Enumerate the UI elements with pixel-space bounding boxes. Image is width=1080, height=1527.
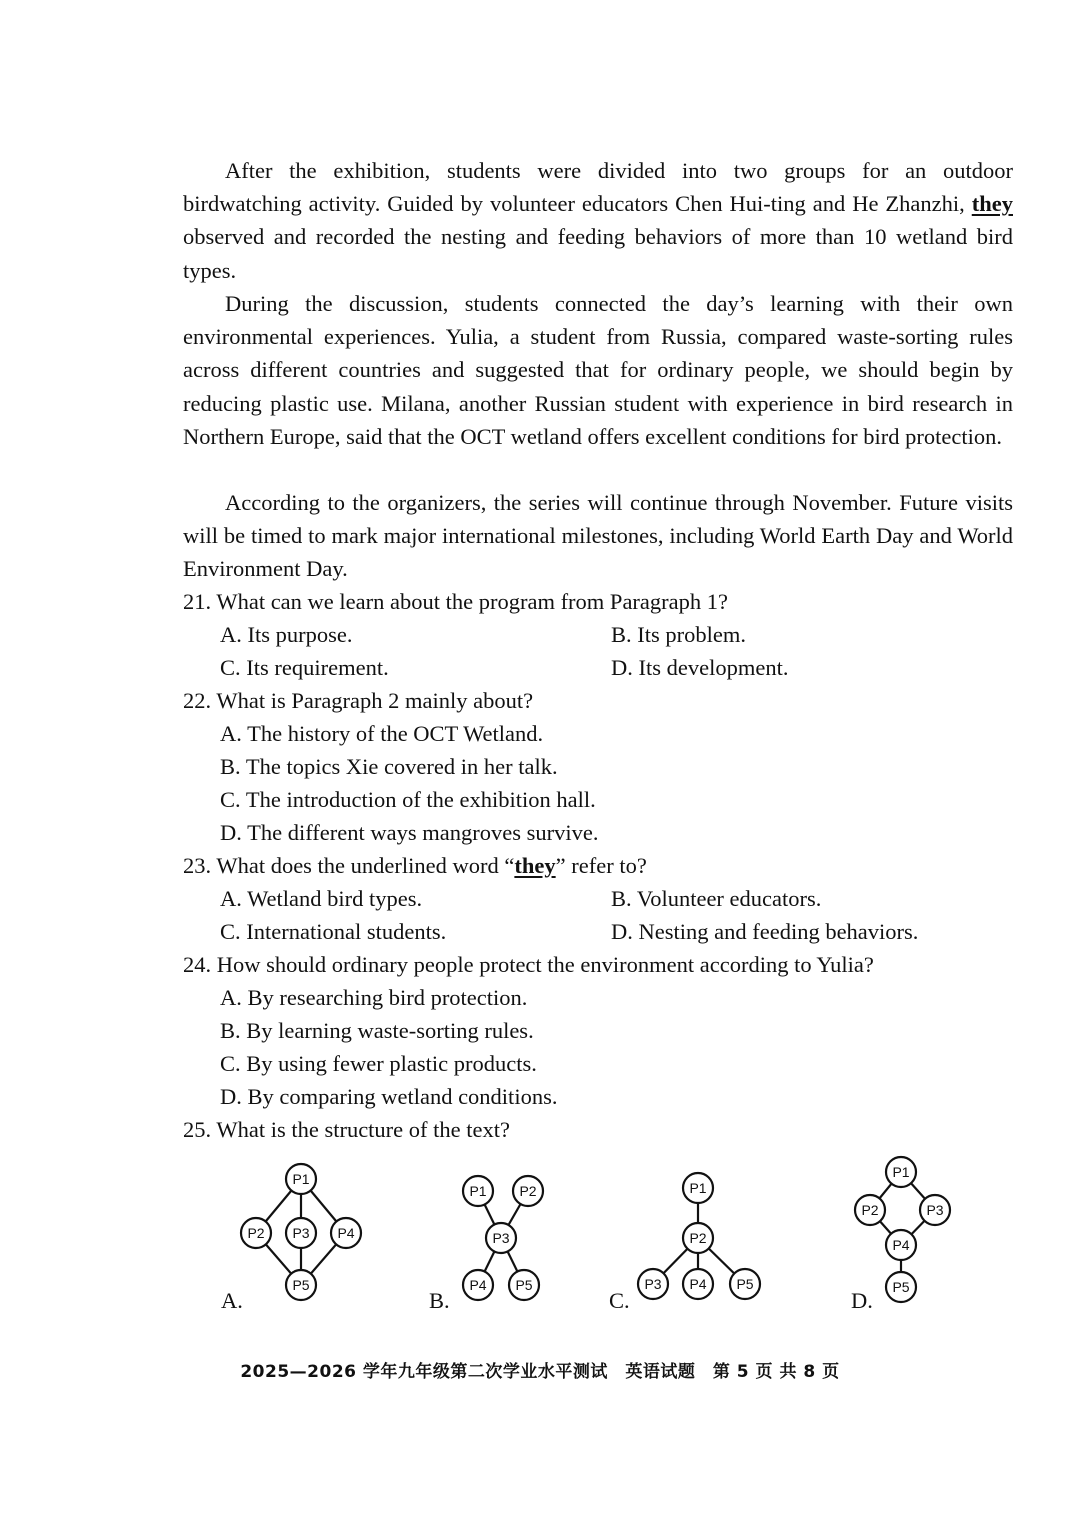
diagram-a-node-p5 (286, 1270, 316, 1300)
diagram-d-node-p2 (855, 1195, 885, 1225)
svg-text:P2: P2 (689, 1230, 707, 1246)
question-22-stem: 22. What is Paragraph 2 mainly about? (183, 688, 534, 713)
svg-text:P1: P1 (892, 1164, 910, 1180)
svg-text:P1: P1 (689, 1180, 707, 1196)
diagram-a-node-p4 (331, 1218, 361, 1248)
svg-text:P5: P5 (736, 1276, 754, 1292)
paragraph-organizers: According to the organizers, the series will continue through November. Future visits will be timed to mark major international milestones, including World Earth Day and World Environment Day. (183, 490, 1013, 582)
svg-text:P3: P3 (492, 1230, 510, 1246)
paragraph-birdwatching: After the exhibition, students were divided into two groups for an outdoor birdwatching activity. Guided by volunteer educators Chen Hui-ting and He Zhanzhi, they observed and recorded the nesting and feeding behaviors of more than 10 wetland bird types. (183, 158, 1013, 283)
diagram-c-node-p3 (638, 1269, 668, 1299)
svg-text:P2: P2 (519, 1183, 537, 1199)
svg-text:P5: P5 (292, 1277, 310, 1293)
diagram-b-node-p2 (513, 1176, 543, 1206)
svg-text:P4: P4 (892, 1237, 910, 1253)
svg-text:P1: P1 (469, 1183, 487, 1199)
diagram-b-node-p3 (486, 1223, 516, 1253)
diagram-c-node-p2 (683, 1223, 713, 1253)
svg-text:P5: P5 (515, 1277, 533, 1293)
diagram-b-node-p4 (463, 1270, 493, 1300)
q24-option-a[interactable]: A. By researching bird protection. (220, 985, 528, 1010)
question-21-stem: 21. What can we learn about the program from Paragraph 1? (183, 589, 728, 614)
svg-text:P4: P4 (469, 1277, 487, 1293)
q22-option-a[interactable]: A. The history of the OCT Wetland. (220, 721, 544, 746)
structure-diagram-d[interactable] (850, 1152, 955, 1307)
q22-option-c[interactable]: C. The introduction of the exhibition hall. (220, 787, 596, 812)
q22-option-d[interactable]: D. The different ways mangroves survive. (220, 820, 599, 845)
svg-text:P3: P3 (292, 1225, 310, 1241)
structure-diagram-b[interactable] (455, 1170, 555, 1305)
question-23-stem: 23. What does the underlined word “they” refer to? (183, 853, 647, 878)
diagram-a-node-p2 (241, 1218, 271, 1248)
diagram-a-node-p3 (286, 1218, 316, 1248)
svg-text:P4: P4 (689, 1276, 707, 1292)
diagram-d-node-p3 (920, 1195, 950, 1225)
underlined-word: they (971, 191, 1013, 217)
diagram-c-node-p4 (683, 1269, 713, 1299)
q21-option-c[interactable]: C. Its requirement. (220, 655, 389, 680)
diagram-b-node-p1 (463, 1176, 493, 1206)
svg-text:P2: P2 (247, 1225, 265, 1241)
underlined-word-ref: they (514, 853, 556, 878)
diagram-b-label[interactable]: B. (429, 1288, 450, 1313)
diagram-a-node-p1 (286, 1164, 316, 1194)
svg-text:P1: P1 (292, 1171, 310, 1187)
q21-option-b[interactable]: B. Its problem. (611, 622, 746, 647)
q23-option-a[interactable]: A. Wetland bird types. (220, 886, 423, 911)
page-footer: 2025—2026 学年九年级第二次学业水平测试 英语试题 第 5 页 共 8 页 (240, 1362, 840, 1382)
diagram-c-label[interactable]: C. (609, 1288, 630, 1313)
diagram-c-node-p5 (730, 1269, 760, 1299)
q23-option-c[interactable]: C. International students. (220, 919, 447, 944)
structure-diagram-c[interactable] (630, 1168, 765, 1305)
svg-text:P3: P3 (644, 1276, 662, 1292)
q24-option-d[interactable]: D. By comparing wetland conditions. (220, 1084, 558, 1109)
structure-diagram-a[interactable] (230, 1155, 370, 1305)
q24-option-b[interactable]: B. By learning waste-sorting rules. (220, 1018, 534, 1043)
svg-text:P2: P2 (861, 1202, 879, 1218)
paragraph-discussion: During the discussion, students connected the day’s learning with their own environmental experiences. Yulia, a student from Russia, compared waste-sorting rules across different countries and suggested that for ordinary people, we should begin by reducing plastic use. Milana, another Russian student with experience in bird research in Northern Europe, said that the OCT wetland offers excellent conditions for bird protection. (183, 291, 1013, 449)
diagram-d-label[interactable]: D. (851, 1288, 873, 1313)
q24-option-c[interactable]: C. By using fewer plastic products. (220, 1051, 537, 1076)
diagram-d-node-p4 (886, 1230, 916, 1260)
q21-option-d[interactable]: D. Its development. (611, 655, 789, 680)
svg-text:P4: P4 (337, 1225, 355, 1241)
q22-option-b[interactable]: B. The topics Xie covered in her talk. (220, 754, 558, 779)
q21-option-a[interactable]: A. Its purpose. (220, 622, 353, 647)
svg-text:P3: P3 (926, 1202, 944, 1218)
diagram-c-node-p1 (683, 1173, 713, 1203)
q23-option-b[interactable]: B. Volunteer educators. (611, 886, 822, 911)
diagram-d-node-p5 (886, 1272, 916, 1302)
svg-text:P5: P5 (892, 1279, 910, 1295)
diagram-b-node-p5 (509, 1270, 539, 1300)
question-25-stem: 25. What is the structure of the text? (183, 1117, 510, 1142)
question-24-stem: 24. How should ordinary people protect the environment according to Yulia? (183, 952, 874, 977)
diagram-d-node-p1 (886, 1157, 916, 1187)
q23-option-d[interactable]: D. Nesting and feeding behaviors. (611, 919, 919, 944)
diagram-a-label[interactable]: A. (221, 1288, 243, 1313)
